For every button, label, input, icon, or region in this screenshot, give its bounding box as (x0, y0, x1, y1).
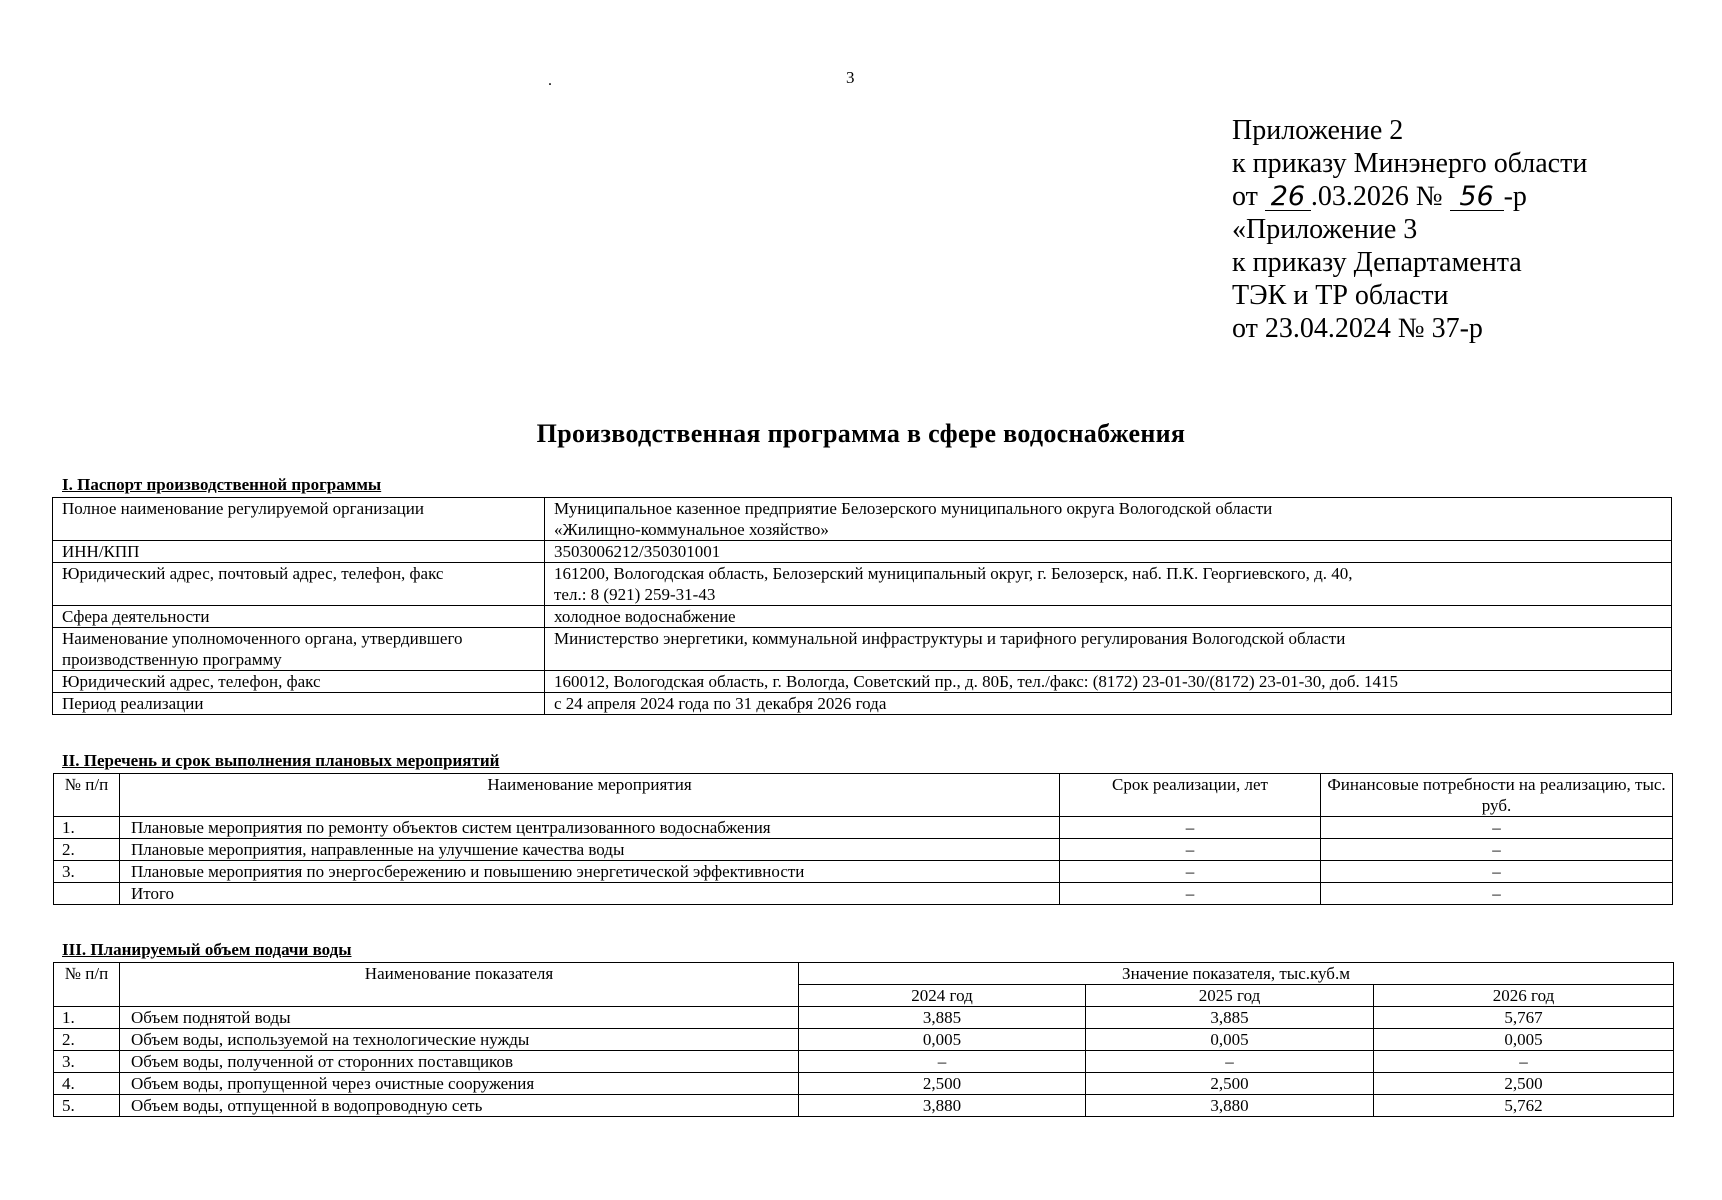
measure-finance: – (1321, 861, 1673, 883)
indicator-value: 5,762 (1374, 1095, 1674, 1117)
page-number: 3 (846, 68, 855, 87)
order-suffix: -р (1503, 181, 1527, 212)
table-header-row (54, 963, 1674, 985)
measure-finance: – (1321, 839, 1673, 861)
row-num: 5. (54, 1095, 120, 1117)
indicator-name: Объем воды, полученной от сторонних поставщиков (120, 1051, 799, 1073)
passport-label: Юридический адрес, почтовый адрес, телефон, факс (53, 563, 545, 606)
indicator-value: – (1374, 1051, 1674, 1073)
indicator-name: Объем воды, пропущенной через очистные сооружения (120, 1073, 799, 1095)
col-header-name: Наименование мероприятия (120, 774, 1060, 817)
table-row (54, 1029, 1674, 1051)
handwritten-day: 26 (1265, 184, 1311, 211)
passport-value: 3503006212/350301001 (545, 541, 1672, 563)
row-num: 2. (54, 839, 120, 861)
indicator-value: 2,500 (1086, 1073, 1374, 1095)
measures-table (53, 773, 1673, 905)
col-header-year: 2025 год (1086, 985, 1374, 1007)
row-num: 3. (54, 861, 120, 883)
col-header-year: 2026 год (1374, 985, 1674, 1007)
indicator-value: 0,005 (1086, 1029, 1374, 1051)
measure-term: – (1060, 817, 1321, 839)
appendix-order-line (1232, 180, 1587, 213)
measure-term: – (1060, 861, 1321, 883)
table-row (53, 628, 1672, 671)
indicator-value: 3,880 (799, 1095, 1086, 1117)
passport-value: Муниципальное казенное предприятие Белозерского муниципального округа Вологодской области «Жилищно-коммунальное хозяйство» (545, 498, 1672, 541)
section1-heading: I. Паспорт производственной программы (62, 475, 382, 494)
indicator-value: 0,005 (1374, 1029, 1674, 1051)
indicator-value: – (799, 1051, 1086, 1073)
passport-table (52, 497, 1672, 715)
indicator-value: 0,005 (799, 1029, 1086, 1051)
passport-label: Наименование уполномоченного органа, утвердившего производственную программу (53, 628, 545, 671)
passport-label: Период реализации (53, 693, 545, 715)
passport-value: 161200, Вологодская область, Белозерский муниципальный округ, г. Белозерск, наб. П.К. Георгиевского, д. 40, тел.: 8 (921) 259-31-43 (545, 563, 1672, 606)
table-header-row (54, 774, 1673, 817)
indicator-name: Объем воды, используемой на технологические нужды (120, 1029, 799, 1051)
section2-heading: II. Перечень и срок выполнения плановых мероприятий (62, 751, 500, 770)
stray-mark: . (548, 72, 552, 89)
handwritten-order-number: 56 (1450, 184, 1504, 211)
table-row (54, 839, 1673, 861)
passport-value: Министерство энергетики, коммунальной инфраструктуры и тарифного регулирования Вологодской области (545, 628, 1672, 671)
col-header-finance: Финансовые потребности на реализацию, тыс. руб. (1321, 774, 1673, 817)
row-num: 1. (54, 817, 120, 839)
row-num: 3. (54, 1051, 120, 1073)
col-header-value-group: Значение показателя, тыс.куб.м (799, 963, 1674, 985)
water-volume-table (53, 962, 1674, 1117)
measure-term: – (1060, 883, 1321, 905)
order-middle: .03.2026 № (1310, 181, 1450, 212)
row-num: 2. (54, 1029, 120, 1051)
table-row (53, 671, 1672, 693)
section3-heading: III. Планируемый объем подачи воды (62, 940, 352, 959)
table-row (54, 1095, 1674, 1117)
passport-label: Сфера деятельности (53, 606, 545, 628)
indicator-value: 3,885 (799, 1007, 1086, 1029)
indicator-value: 3,885 (1086, 1007, 1374, 1029)
table-row (54, 1073, 1674, 1095)
table-row (54, 883, 1673, 905)
document-title: Производственная программа в сфере водоснабжения (536, 419, 1186, 448)
indicator-value: 3,880 (1086, 1095, 1374, 1117)
passport-label: ИНН/КПП (53, 541, 545, 563)
order-prefix: от (1232, 181, 1265, 212)
measure-total-label: Итого (120, 883, 1060, 905)
appendix-line: к приказу Департамента (1232, 247, 1522, 278)
col-header-num: № п/п (54, 774, 120, 817)
table-row (53, 563, 1672, 606)
measure-term: – (1060, 839, 1321, 861)
table-row (53, 541, 1672, 563)
appendix-line: «Приложение 3 (1232, 214, 1418, 245)
appendix-line: к приказу Минэнерго области (1232, 148, 1588, 179)
table-row (53, 498, 1672, 541)
appendix-line: ТЭК и ТР области (1232, 280, 1449, 311)
indicator-name: Объем поднятой воды (120, 1007, 799, 1029)
indicator-value: 5,767 (1374, 1007, 1674, 1029)
passport-value: холодное водоснабжение (545, 606, 1672, 628)
measure-name: Плановые мероприятия по ремонту объектов систем централизованного водоснабжения (120, 817, 1060, 839)
col-header-name: Наименование показателя (120, 963, 799, 1007)
measure-finance: – (1321, 883, 1673, 905)
passport-value: 160012, Вологодская область, г. Вологда, Советский пр., д. 80Б, тел./факс: (8172) 23-01-30/(8172) 23-01-30, доб. 1415 (545, 671, 1672, 693)
appendix-line: от 23.04.2024 № 37-р (1232, 313, 1483, 344)
table-row (53, 693, 1672, 715)
row-num: 1. (54, 1007, 120, 1029)
passport-label: Юридический адрес, телефон, факс (53, 671, 545, 693)
table-row (54, 1051, 1674, 1073)
indicator-name: Объем воды, отпущенной в водопроводную сеть (120, 1095, 799, 1117)
indicator-value: 2,500 (1374, 1073, 1674, 1095)
row-num: 4. (54, 1073, 120, 1095)
row-num (54, 883, 120, 905)
table-row (54, 861, 1673, 883)
measure-finance: – (1321, 817, 1673, 839)
table-row (53, 606, 1672, 628)
col-header-term: Срок реализации, лет (1060, 774, 1321, 817)
appendix-line: Приложение 2 (1232, 115, 1404, 146)
table-row (54, 817, 1673, 839)
col-header-year: 2024 год (799, 985, 1086, 1007)
passport-value: с 24 апреля 2024 года по 31 декабря 2026 года (545, 693, 1672, 715)
appendix-block (1232, 114, 1587, 345)
measure-name: Плановые мероприятия, направленные на улучшение качества воды (120, 839, 1060, 861)
table-row (54, 1007, 1674, 1029)
col-header-num: № п/п (54, 963, 120, 1007)
measure-name: Плановые мероприятия по энергосбережению и повышению энергетической эффективности (120, 861, 1060, 883)
indicator-value: 2,500 (799, 1073, 1086, 1095)
passport-label: Полное наименование регулируемой организации (53, 498, 545, 541)
indicator-value: – (1086, 1051, 1374, 1073)
